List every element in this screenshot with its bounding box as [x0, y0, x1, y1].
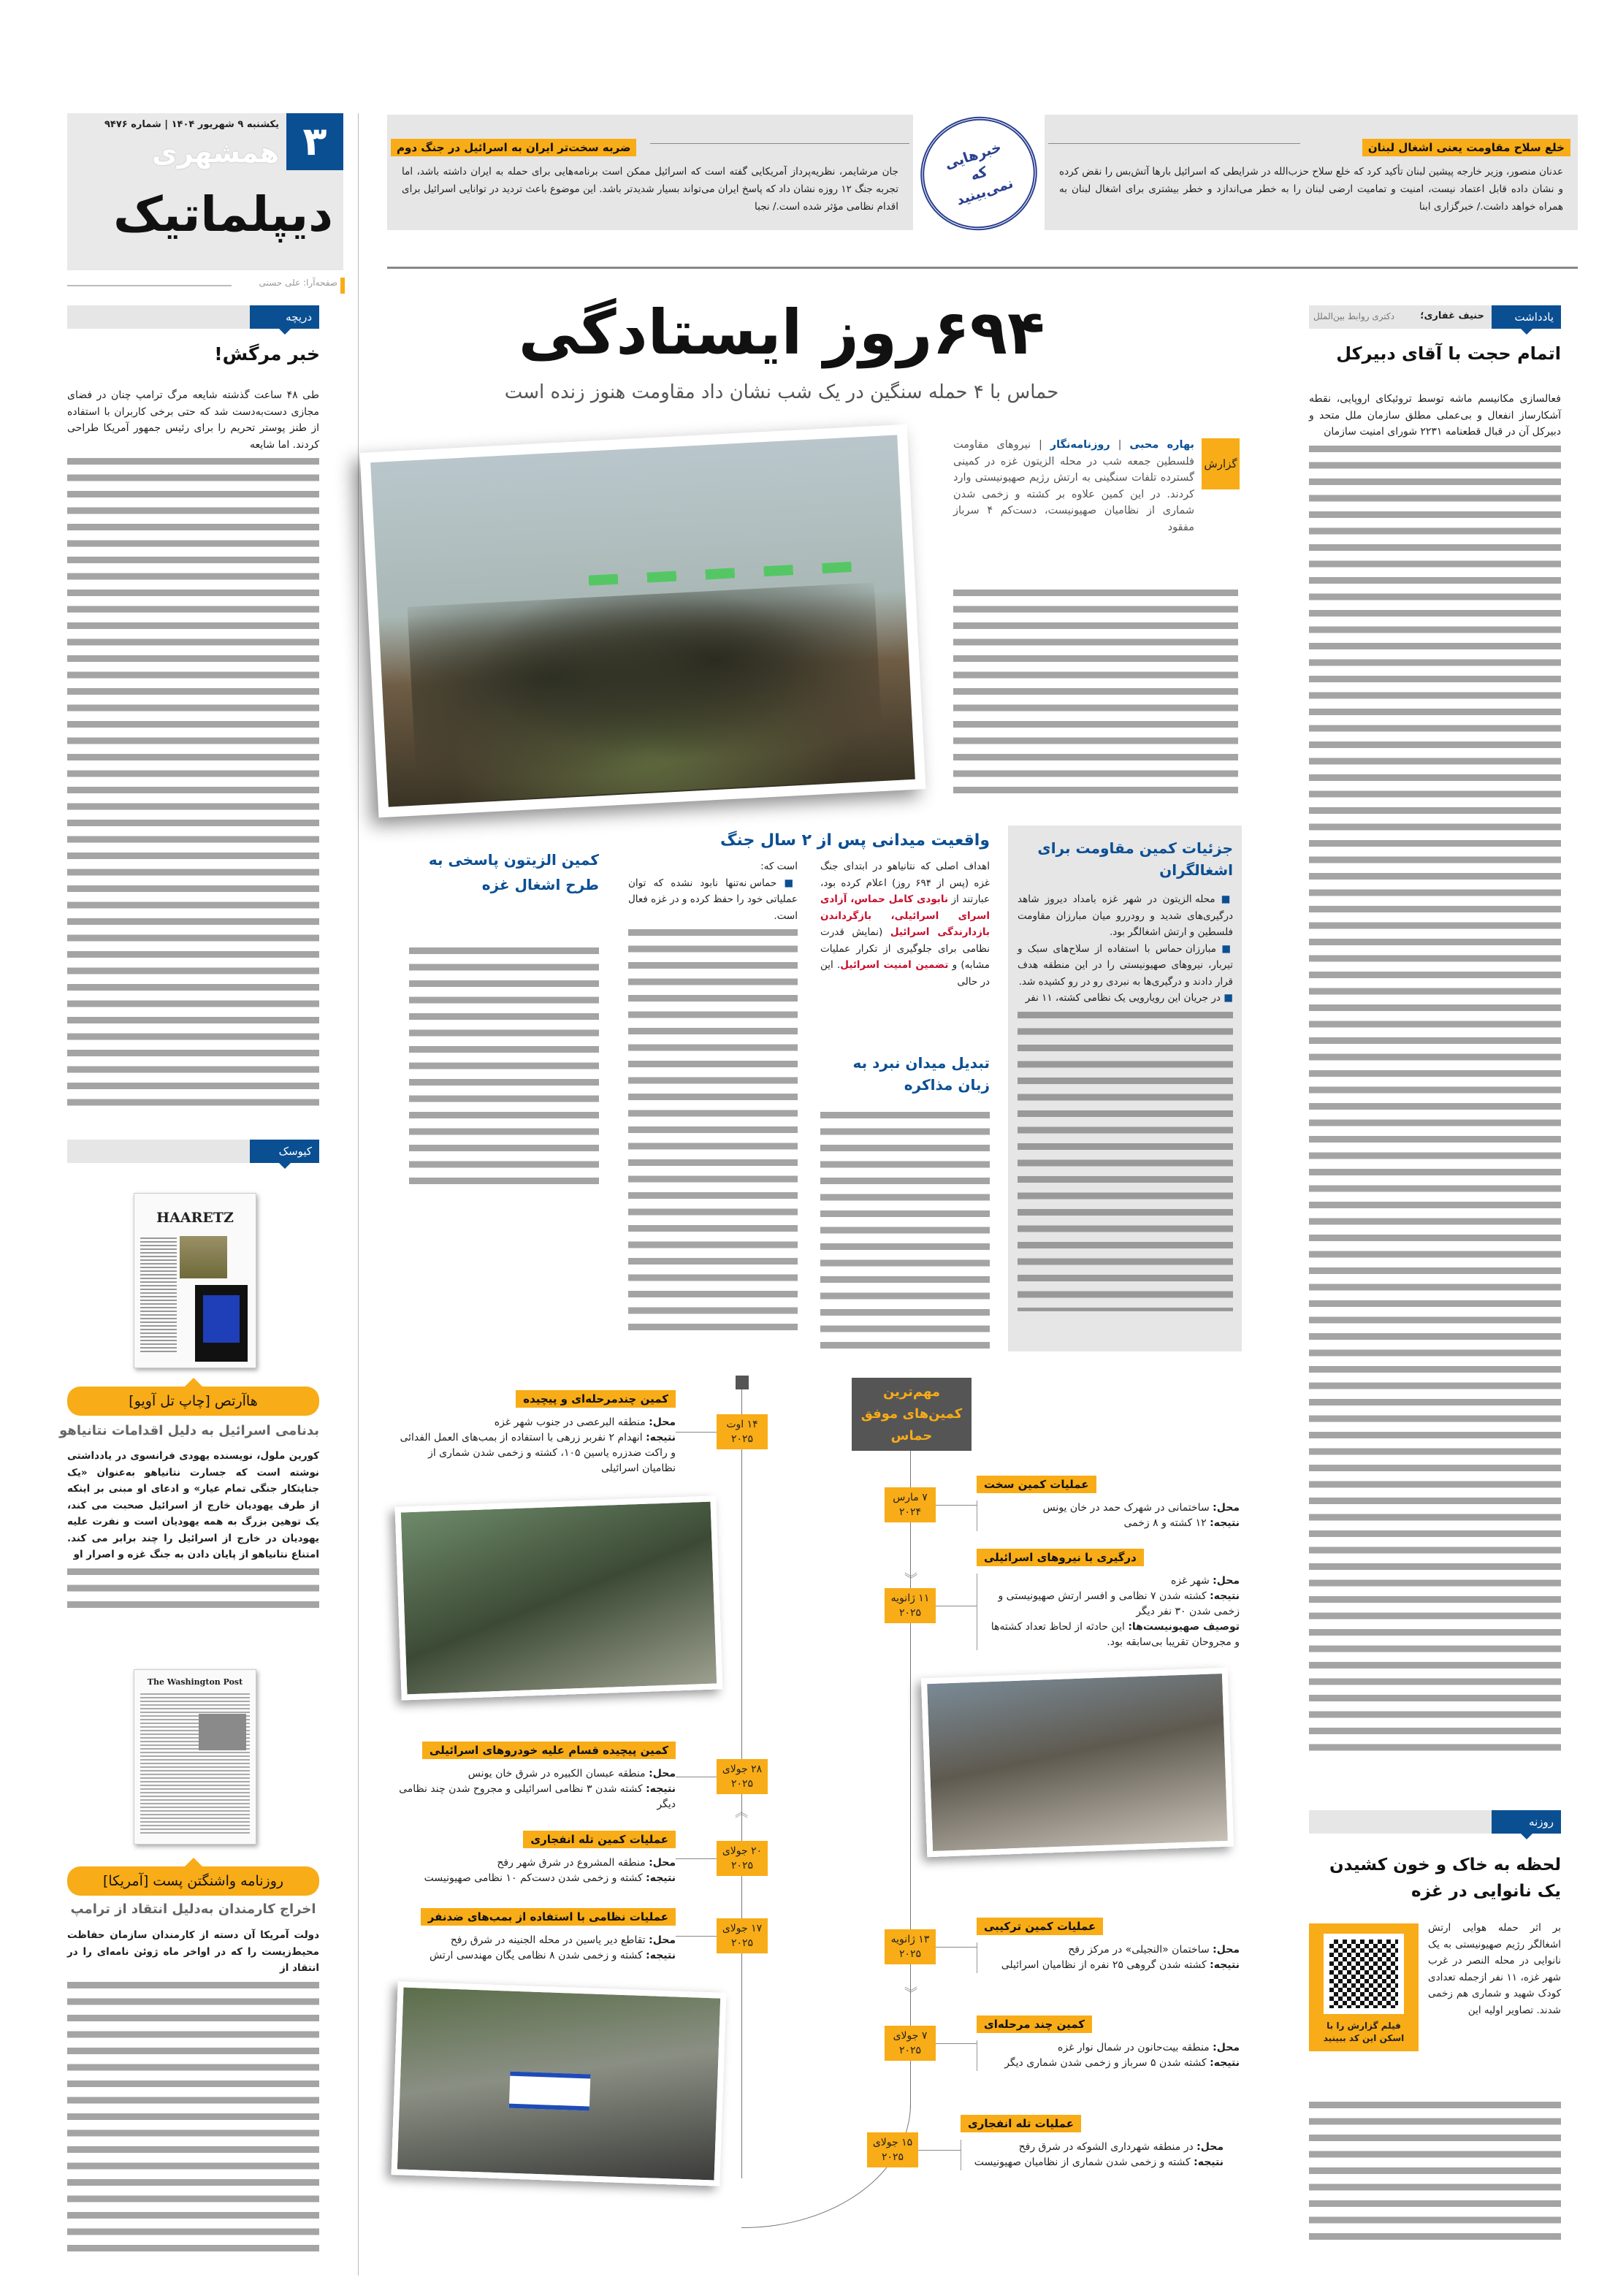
top-divider	[387, 267, 1578, 269]
wapo-masthead: The Washington Post	[147, 1677, 243, 1687]
top-news-right-text: عدنان منصور، وزیر خارجه پیشین لبنان تأکید کرد که خلع سلاح حزب‌الله در شرایطی که اسرائیل بارها آتش‌بس را نقض کرده و نشان داده قابل اعتماد نیست، امنیت و تمامیت ارضی لبنان را به خطر می‌اندازد و خطر بیشتری برای اشغال لبنان به همراه خواهد داشت./ خبرگزاری ابنا	[1059, 166, 1563, 213]
timeline-text: ساختمان «النجیلی» در مرکز رفح	[1068, 1944, 1210, 1956]
timeline-item-title: کمین چندمرحله‌ای و پیچیده	[516, 1390, 676, 1408]
layout-credit-bar	[67, 278, 345, 294]
details-bullet: ■ در جریان این رویارویی یک نظامی کشته، ۱۱ نفر	[1025, 992, 1233, 1004]
paper1-body	[67, 1448, 319, 1612]
paper1-text: کورین ملول، نویسنده یهودی فرانسوی در یادداشتی نوشته است که جسارت نتانیاهو به‌عنوان «یک جنایتکار جنگی تمام عیار» و ادعای او مبنی بر اینکه از طرف یهودیان خارج از اسرائیل صحبت می کند، یک توهین بزرگ به همه یهودیان است و نفرت علیه یهودیان در خارج از اسرائیل را چند برابر می کند. امتناع نتانیاهو از پایان دادن به جنگ غزه و اصرار او	[67, 1450, 319, 1560]
washington-post-front-page-image[interactable]	[134, 1669, 256, 1845]
section-header-window2	[1309, 1810, 1561, 1834]
byline-role: روزنامه‌نگار	[1050, 439, 1110, 451]
timeline-place	[398, 1766, 676, 1782]
timeline-place	[985, 1942, 1240, 1958]
timeline-place	[398, 1856, 676, 1871]
paper1-headline: بدنامی اسرائیل به دلیل اقدامات نتانیاهو	[59, 1423, 319, 1438]
paper1-banner: هاآرتص [چاپ تل آویو]	[67, 1387, 319, 1416]
timeline-text: محل:	[649, 1768, 676, 1780]
timeline-result	[985, 1589, 1240, 1620]
note-author: حنیف غفاری؛	[1420, 310, 1484, 321]
negotiation-title: تبدیل میدان نبرد به زبان مذاکره	[852, 1054, 990, 1094]
haaretz-masthead: HAARETZ	[156, 1210, 234, 1226]
photo-gaza-street	[395, 1495, 723, 1700]
column-divider	[358, 113, 359, 2276]
timeline-axis-right	[910, 1451, 911, 2108]
timeline-date: ۱۵ جولای ۲۰۲۵	[867, 2132, 918, 2167]
timeline-text: نتیجه:	[646, 1950, 676, 1961]
arrow-down-icon: ︾	[904, 1986, 917, 2002]
timeline-item-text	[961, 2140, 1224, 2170]
timeline-item-text	[977, 1500, 1240, 1531]
timeline-item-title: عملیات کمین تله انفجاری	[523, 1831, 676, 1848]
timeline-item-title: عملیات کمین سخت	[977, 1476, 1096, 1493]
timeline-text: در منطقه شهرداری الشوکه در شرق رفح	[1018, 2141, 1194, 2153]
text-lines	[628, 929, 798, 1338]
timeline-connector	[936, 2043, 977, 2044]
issue-date: یکشنبه ۹ شهریور ۱۴۰۴ | شماره ۹۴۷۶	[104, 119, 279, 130]
report-body: بهاره محبی | روزنامه‌نگار | نیروهای مقاومت فلسطین جمعه شب در محله الزیتون غزه در کمینی گسترده تلفات سنگینی به ارتش رژیم صهیونیستی وارد کردند. در این کمین علاوه بر کشته و زخمی شدن شماری از نظامیان صهیونیست، دست‌کم ۴ سرباز مفقود	[953, 439, 1194, 533]
timeline-end-marker	[736, 1376, 749, 1389]
timeline-text: انهدام ۲ نفربر زرهی با استفاده از بمب‌های العمل الفدائی و راکت ضدزره یاسین ۱۰۵، کشته و زخمی شدن شماری از نظامیان اسرائیلی	[400, 1432, 676, 1474]
reality-col2: است که: ■ حماس نه‌تنها نابود نشده که توان عملیاتی خود را حفظ کرده و در غزه فعال است.	[628, 858, 798, 1338]
timeline-text: منطقه المشروع در شرق شهر رفح	[497, 1857, 646, 1869]
timeline-date: ۷ مارس ۲۰۲۴	[885, 1487, 936, 1522]
timeline-date: ۱۷ جولای ۲۰۲۵	[717, 1918, 768, 1953]
section-label: دریچه	[250, 305, 319, 329]
timeline-text: کشته و زخمی شدن ۸ نظامی یگان مهندسی ارتش	[430, 1950, 643, 1961]
section-logo: دیپلماتیک	[113, 186, 333, 243]
timeline-result	[398, 1430, 676, 1476]
timeline-result	[398, 1782, 676, 1812]
timeline-text: محل:	[649, 1416, 676, 1428]
text-lines	[67, 1982, 319, 2259]
timeline-item-title: عملیات کمین ترکیبی	[977, 1918, 1103, 1935]
details-bullet: ■ محله الزیتون در شهر غزه بامداد دیروز شاهد درگیری‌های شدید و رودررو میان مبارزان مقاومت فلسطین و ارتش اشغالگر بود.	[1018, 893, 1234, 938]
timeline-text: محل:	[1213, 1944, 1240, 1956]
reality-col1: اهداف اصلی که نتانیاهو در ابتدای جنگ غزه (پس از ۶۹۴ روز) اعلام کرده بود، عبارتند از نابودی کامل حماس، آزادی اسرای اسرائیلی، بازگرداندن بازدارندگی اسرائیل (نمایش قدرت نظامی برای جلوگیری از تکرار عملیات مشابه) و تضمین امنیت اسرائیل. این در حالی	[820, 861, 990, 988]
timeline-text: نتیجه:	[646, 1872, 676, 1884]
report-lead: نیروهای مقاومت فلسطین جمعه شب در محله الزیتون غزه در کمینی گسترده تلفات سنگینی به ارتش رژیم صهیونیستی وارد کردند. در این کمین علاوه بر کشته و زخمی شدن شماری از نظامیان صهیونیست، دست‌کم ۴ سرباز مفقود	[953, 439, 1194, 533]
paper-name: همشهری	[151, 137, 279, 169]
timeline-date: ۱۳ ژانویه ۲۰۲۵	[885, 1929, 936, 1964]
main-headline: ۶۹۴روز ایستادگی	[518, 297, 1045, 368]
text-lines	[820, 1112, 990, 1353]
timeline-place	[985, 1500, 1240, 1516]
paper2-banner: روزنامه واشنگتن پست [آمریکا]	[67, 1866, 319, 1896]
timeline-text: کشته شدن گروهی ۲۵ نفره از نظامیان اسرائیلی	[1001, 1959, 1207, 1971]
section-header-window	[67, 305, 319, 329]
timeline-text: نتیجه:	[1194, 2156, 1224, 2168]
top-news-left-label: ضربه سخت‌تر ایران به اسرائیل در جنگ دوم	[391, 139, 636, 156]
window2-body	[1428, 1920, 1561, 2018]
report-body-cont	[953, 584, 1238, 801]
main-subheadline: حماس با ۴ حمله سنگین در یک شب نشان داد مقاومت هنوز زنده است	[504, 381, 1059, 403]
timeline-text: این حادثه از لحاظ تعداد کشته‌ها و مجروحان تقریبا بی‌سابقه بود.	[990, 1621, 1240, 1648]
arrow-down-icon: ︾	[904, 1572, 917, 1587]
timeline-place	[985, 1574, 1240, 1589]
section-label: روزنه	[1492, 1810, 1561, 1834]
note-author-role: دکتری روابط بین‌الملل	[1313, 311, 1395, 321]
timeline-connector	[936, 1505, 977, 1506]
red-highlight: نابودی کامل حماس، آزادی اسرای اسرائیلی، بازگرداندن بازدارندگی اسرائیل	[820, 893, 990, 938]
arrow-up-icon: ︽	[735, 1805, 748, 1820]
timeline-item-title: عملیات تله انفجاری	[961, 2115, 1081, 2132]
timeline-date: ۲۰ جولای ۲۰۲۵	[717, 1841, 768, 1876]
timeline-text: منطقه البرعصی در جنوب شهر غزه	[494, 1416, 646, 1428]
timeline-date: ۱۱ ژانویه ۲۰۲۵	[885, 1588, 936, 1623]
timeline-result	[985, 2056, 1240, 2071]
section-header-kiosk	[67, 1140, 319, 1163]
timeline-result	[398, 1948, 676, 1964]
photo-ruins	[921, 1668, 1234, 1858]
timeline-text: محل:	[1213, 1502, 1240, 1514]
timeline-text: ۱۲ کشته و ۸ زخمی	[1123, 1517, 1207, 1529]
timeline-result	[969, 2155, 1224, 2170]
timeline-item-text	[398, 1933, 676, 1964]
section-header-note	[1309, 305, 1561, 329]
timeline-connector	[676, 1858, 717, 1859]
text-lines	[67, 1568, 319, 1612]
timeline-connector	[676, 1432, 717, 1433]
timeline-text: کشته شدن ۳ نظامی اسرائیلی و مجروح شدن چند نظامی دیگر	[399, 1783, 676, 1810]
timeline-item-text	[977, 1942, 1240, 1973]
timeline-item-text	[977, 1574, 1240, 1650]
qr-code-icon[interactable]	[1324, 1934, 1404, 2014]
stamp-logo	[906, 102, 1052, 245]
timeline-text: کشته شدن ۵ سرباز و زخمی شدن شماری دیگر	[1004, 2057, 1207, 2069]
qr-caption: فیلم گزارش را با اسکن این کد ببینید	[1323, 2021, 1405, 2043]
red-highlight: تضمین امنیت اسرائیل	[840, 959, 949, 971]
timeline-text: شهر غزه	[1170, 1575, 1210, 1587]
window-body	[67, 387, 319, 1115]
timeline-item-text	[977, 2040, 1240, 2071]
timeline-text: تقاطع دیر یاسین در محله الجنینه در شرق رفح	[450, 1934, 646, 1946]
paper2-headline: اخراج کارمندان به‌دلیل انتقاد از ترامپ	[70, 1902, 316, 1917]
main-photo-frame	[359, 424, 925, 818]
timeline-connector	[936, 1947, 977, 1948]
top-news-right-label: خلع سلاح مقاومت یعنی اشغال لبنان	[1362, 139, 1570, 156]
byline-name: بهاره محبی	[1129, 439, 1194, 451]
timeline-connector	[676, 1936, 717, 1937]
timeline-text: محل:	[649, 1934, 676, 1946]
timeline-text: نتیجه:	[646, 1432, 676, 1443]
zeitoun-title: کمین الزیتون پاسخی به طرح اشغال غزه	[428, 851, 599, 893]
top-news-right	[1045, 115, 1578, 230]
window2-body-cont	[1309, 2097, 1561, 2248]
timeline-place	[969, 2140, 1224, 2155]
text-lines	[1309, 2102, 1561, 2248]
masthead	[67, 113, 343, 270]
timeline-text: منطقه بیت‌حانون در شمال نوار غزه	[1058, 2042, 1210, 2053]
photo-funeral	[392, 1981, 727, 2186]
timeline-item-text	[398, 1415, 676, 1476]
timeline-item-title: عملیات نظامی با استفاده از بمب‌های ضدنفر	[421, 1908, 676, 1926]
haaretz-front-page-image[interactable]	[134, 1193, 256, 1368]
note-title: اتمام حجت با آقای دبیرکل	[1336, 343, 1561, 364]
timeline-text: نتیجه:	[1210, 1517, 1240, 1529]
page-number: ۳	[286, 113, 343, 170]
timeline-text: محل:	[1196, 2141, 1224, 2153]
timeline-text: نتیجه:	[646, 1783, 676, 1795]
text-lines	[953, 590, 1238, 801]
text-lines	[409, 947, 599, 1189]
details-title: جزئیات کمین مقاومت برای اشغالگران	[1037, 839, 1233, 879]
text-lines	[1309, 446, 1561, 1761]
timeline-result	[985, 1958, 1240, 1973]
top-news-left	[387, 115, 913, 230]
window-title: خبر مرگش!	[214, 343, 320, 365]
text-lines	[1018, 1012, 1233, 1311]
window2-text: بر اثر حمله هوایی ارتش اشغالگر رژیم صهیونیستی به یک نانوایی در محله النصر در غرب شهر غزه، ۱۱ نفر ازجمله تعدادی کودک شهید و شماری هم زخمی شدند. تصاویر اولیه این	[1428, 1922, 1561, 2016]
section-label: کیوسک	[250, 1140, 319, 1163]
timeline-result	[985, 1516, 1240, 1531]
timeline-date: ۱۴ اوت ۲۰۲۵	[717, 1414, 768, 1449]
report-tag: گزارش	[1202, 438, 1240, 489]
section-label: یادداشت	[1492, 305, 1561, 329]
timeline-item-text	[398, 1766, 676, 1812]
window2-title: لحظه به خاک و خون کشیدن یک نانوایی در غزه	[1329, 1856, 1561, 1901]
details-bullet: ■ مبارزان حماس با استفاده از سلاح‌های سبک و تیربار، نیروهای صهیونیستی را در این منطقه هدف قرار دادند و درگیری‌ها به نبردی رو در رو کشیده شد.	[1018, 942, 1233, 988]
note-lead: فعالسازی مکانیسم ماشه توسط تروئیکای اروپایی، نقطه آشکارساز انفعال و بی‌عملی مطلق سازمان ملل متحد و دبیرکل آن در قبال قطعنامه ۲۲۳۱ شورای امنیت سازمان	[1309, 393, 1561, 438]
timeline-item-title: درگیری با نیروهای اسرائیلی	[977, 1549, 1144, 1566]
timeline-text: محل:	[1213, 2042, 1240, 2053]
timeline-text: توصیف صهیونیست‌ها:	[1128, 1621, 1240, 1633]
timeline-text: کشته و زخمی شدن دست‌کم ۱۰ نظامی صهیونیست	[424, 1872, 643, 1884]
timeline-text: نتیجه:	[1210, 1959, 1240, 1971]
timeline-place	[398, 1933, 676, 1948]
details-box	[1008, 825, 1242, 1351]
timeline-item-text	[398, 1856, 676, 1886]
timeline-text: نتیجه:	[1210, 2057, 1240, 2069]
note-body	[1309, 391, 1561, 1761]
top-news-left-text: جان مرشایمر، نظریه‌پرداز آمریکایی گفته است که اسرائیل ممکن است برنامه‌هایی برای حمله به ایران داشته باشد، اما تجربه جنگ ۱۲ روزه نشان داد که پاسخ ایران می‌تواند بسیار شدیدتر باشد. این موضوع باعث تردید در توانایی اسرائیل برای اقدام نظامی مؤثر شده است./ نجبا	[402, 166, 898, 213]
timeline-place	[398, 1415, 676, 1430]
stamp-text: خبرهایی که نمی‌بینید	[942, 138, 1015, 209]
qr-box[interactable]	[1309, 1923, 1419, 2051]
timeline-date: ۲۸ جولای ۲۰۲۵	[717, 1759, 768, 1794]
timeline-text: منطقه عبسان الکبیره در شرق خان یونس	[467, 1768, 646, 1780]
timeline-text: نتیجه:	[1210, 1590, 1240, 1602]
timeline-item-title: کمین چند مرحله‌ای	[977, 2015, 1092, 2033]
timeline-date: ۷ جولای ۲۰۲۵	[885, 2026, 936, 2061]
timeline-text: کشته و زخمی شدن شماری از نظامیان صهیونیست	[974, 2156, 1191, 2168]
timeline-text: محل:	[649, 1857, 676, 1869]
timeline-title: مهم‌ترین کمین‌های موفق حماس	[852, 1378, 972, 1451]
paper2-text: دولت آمریکا آن دسته از کارمندان سازمان حفاظت محیط‌زیست را که در اواخر ماه ژوئن نامه‌ای را در انتقاد از	[67, 1929, 319, 1974]
negotiation-body	[820, 1107, 990, 1353]
timeline-desc	[985, 1620, 1240, 1650]
timeline-place	[985, 2040, 1240, 2056]
reality-title: واقعیت میدانی پس از ۲ سال جنگ	[720, 831, 990, 850]
main-photo-fighters	[370, 435, 915, 806]
timeline-connector	[918, 2150, 961, 2151]
layout-credit: صفحه‌آرا: علی حسنی	[259, 278, 337, 288]
zeitoun-body	[409, 942, 599, 1189]
timeline-text: محل:	[1213, 1575, 1240, 1587]
text-lines	[67, 458, 319, 1115]
timeline-item-title: کمین پیچیده قسام علیه خودروهای اسرائیلی	[422, 1742, 676, 1759]
timeline-text: ساختمانی در شهرک حمد در خان یونس	[1042, 1502, 1210, 1514]
paper2-body	[67, 1927, 319, 2259]
window-lead: طی ۴۸ ساعت گذشته شایعه مرگ ترامپ چنان در فضای مجازی دست‌به‌دست شد که حتی برخی کاربران با استفاده از طنز پوستر تحریم را برای رئیس جمهور آمریکا طراحی کردند. اما شایعه	[67, 389, 319, 451]
timeline-result	[398, 1871, 676, 1886]
timeline-text: کشته شدن ۷ نظامی و افسر ارتش صهیونیستی و زخمی شدن ۳۰ نفر دیگر	[998, 1590, 1240, 1617]
details-bullets	[1018, 891, 1233, 1311]
